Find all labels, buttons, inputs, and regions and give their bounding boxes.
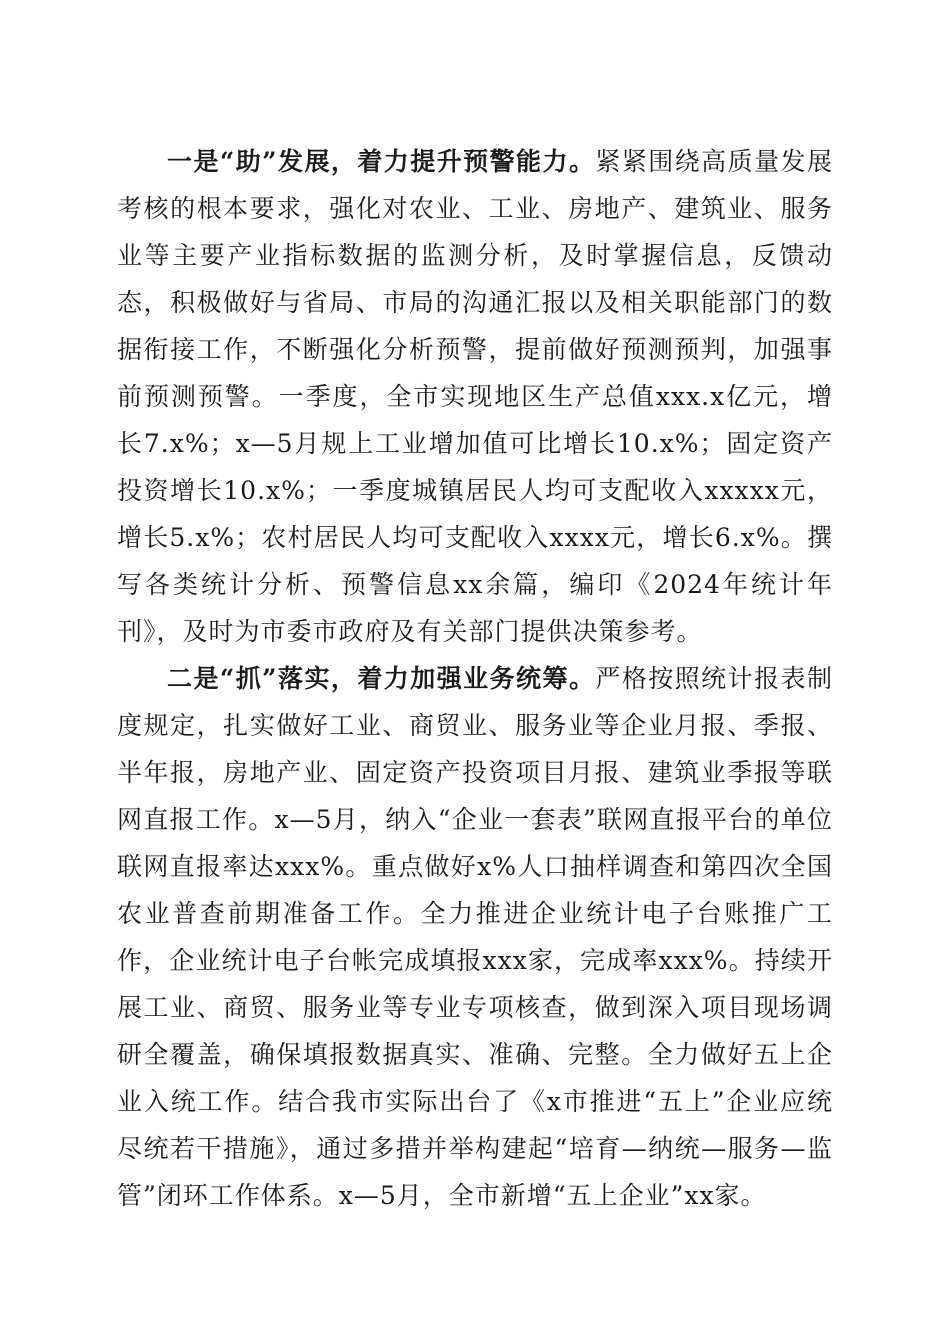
paragraph-1 — [117, 138, 833, 655]
paragraph-2-heading: 二是“抓”落实，着力加强业务统筹。 — [167, 664, 596, 693]
paragraph-2-text: 严格按照统计报表制度规定，扎实做好工业、商贸业、服务业等企业月报、季报、半年报，房地产业、固定资产投资项目月报、建筑业季报等联网直报工作。x—5月，纳入“企业一套表”联网直报平台的单位联网直报率达xxx%。重点做好x%人口抽样调查和第四次全国农业普查前期准备工作。全力推进企业统计电子台账推广工作，企业统计电子台帐完成填报xxx家，完成率xxx%。持续开展工业、商贸、服务业等专业专项核查，做到深入项目现场调研全覆盖，确保填报数据真实、准确、完整。全力做好五上企业入统工作。结合我市实际出台了《x市推进“五上”企业应统尽统若干措施》，通过多措并举构建起“培育—纳统—服务—监管”闭环工作体系。x—5月，全市新增“五上企业”xx家。 — [117, 664, 833, 1210]
paragraph-2 — [117, 655, 833, 1219]
paragraph-1-text: 紧紧围绕高质量发展考核的根本要求，强化对农业、工业、房地产、建筑业、服务业等主要产业指标数据的监测分析，及时掌握信息，反馈动态，积极做好与省局、市局的沟通汇报以及相关职能部门的数据衔接工作，不断强化分析预警，提前做好预测预判，加强事前预测预警。一季度，全市实现地区生产总值xxx.x亿元，增长7.x%；x—5月规上工业增加值可比增长10.x%；固定资产投资增长10.x%；一季度城镇居民人均可支配收入xxxxx元，增长5.x%；农村居民人均可支配收入xxxx元，增长6.x%。撰写各类统计分析、预警信息xx余篇，编印《2024年统计年刊》，及时为市委市政府及有关部门提供决策参考。 — [117, 147, 833, 646]
paragraph-1-heading: 一是“助”发展，着力提升预警能力。 — [167, 147, 596, 176]
document-body — [117, 138, 833, 1219]
